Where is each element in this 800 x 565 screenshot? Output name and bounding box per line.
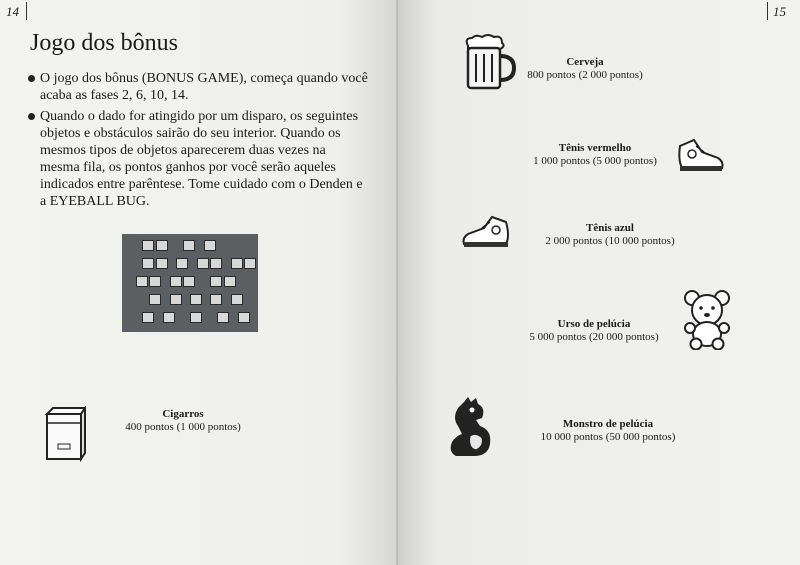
page-number-right: 15 [773, 4, 786, 19]
item-points: 10 000 pontos (50 000 pontos) [540, 431, 676, 443]
item-tenis-vermelho [520, 142, 670, 168]
item-monstro-de-pelucia [528, 418, 688, 444]
screenshot-sprite [238, 312, 250, 323]
bullet-item: O jogo dos bônus (BONUS GAME), começa quando você acaba as fases 2, 6, 10, 14. [28, 70, 368, 104]
item-name: Tênis azul [586, 222, 634, 234]
bullet-item: Quando o dado for atingido por um disparo, os seguintes objetos e obstáculos sairão do seu interior. Quando os mesmos tipos de objetos aparecerem duas vezes na mesma fila, os pontos ganhos por você serão aqueles indicados entre parêntese. Tome cuidado com o Denden e a EYEBALL BUG. [28, 108, 368, 210]
screenshot-sprite [156, 240, 168, 251]
item-name: Monstro de pelúcia [562, 418, 654, 430]
screenshot-sprite [142, 240, 154, 251]
screenshot-sprite [156, 258, 168, 269]
red-sneaker-icon [676, 136, 726, 174]
screenshot-sprite [197, 258, 209, 269]
item-name: Urso de pelúcia [557, 318, 631, 330]
screenshot-sprite [224, 276, 236, 287]
page-title: Jogo dos bônus [30, 30, 179, 56]
blue-sneaker-icon [460, 214, 512, 250]
screenshot-sprite [210, 258, 222, 269]
item-name: Cerveja [566, 56, 604, 68]
item-tenis-azul [530, 222, 690, 248]
screenshot-sprite [136, 276, 148, 287]
item-points: 5 000 pontos (20 000 pontos) [529, 331, 659, 343]
item-cigarros [108, 408, 258, 434]
beer-mug-icon [460, 34, 516, 92]
page-corner-mark [767, 2, 768, 20]
screenshot-sprite [231, 258, 243, 269]
screenshot-sprite [190, 294, 202, 305]
plush-monster-icon [446, 396, 496, 458]
screenshot-sprite [142, 312, 154, 323]
screenshot-sprite [176, 258, 188, 269]
screenshot-sprite [210, 294, 222, 305]
item-name: Cigarros [162, 408, 204, 420]
right-page [398, 0, 800, 565]
item-points: 1 000 pontos (5 000 pontos) [533, 155, 657, 167]
screenshot-sprite [170, 294, 182, 305]
cigarette-pack-icon [44, 406, 86, 462]
bullet-list [28, 70, 368, 214]
item-points: 2 000 pontos (10 000 pontos) [545, 235, 675, 247]
item-cerveja [510, 56, 660, 82]
screenshot-sprite [244, 258, 256, 269]
screenshot-sprite [190, 312, 202, 323]
item-urso-de-pelucia [514, 318, 674, 344]
screenshot-sprite [204, 240, 216, 251]
screenshot-sprite [149, 294, 161, 305]
screenshot-sprite [210, 276, 222, 287]
page-corner-mark [26, 2, 27, 20]
game-screenshot [122, 234, 258, 332]
item-points: 800 pontos (2 000 pontos) [527, 69, 643, 81]
screenshot-sprite [163, 312, 175, 323]
left-page [0, 0, 398, 565]
teddy-bear-icon [680, 288, 734, 350]
page-number-left: 14 [6, 4, 19, 19]
item-name: Tênis vermelho [558, 142, 632, 154]
screenshot-sprite [170, 276, 182, 287]
screenshot-sprite [231, 294, 243, 305]
screenshot-sprite [149, 276, 161, 287]
screenshot-sprite [142, 258, 154, 269]
item-points: 400 pontos (1 000 pontos) [125, 421, 241, 433]
screenshot-sprite [183, 276, 195, 287]
screenshot-sprite [217, 312, 229, 323]
screenshot-sprite [183, 240, 195, 251]
